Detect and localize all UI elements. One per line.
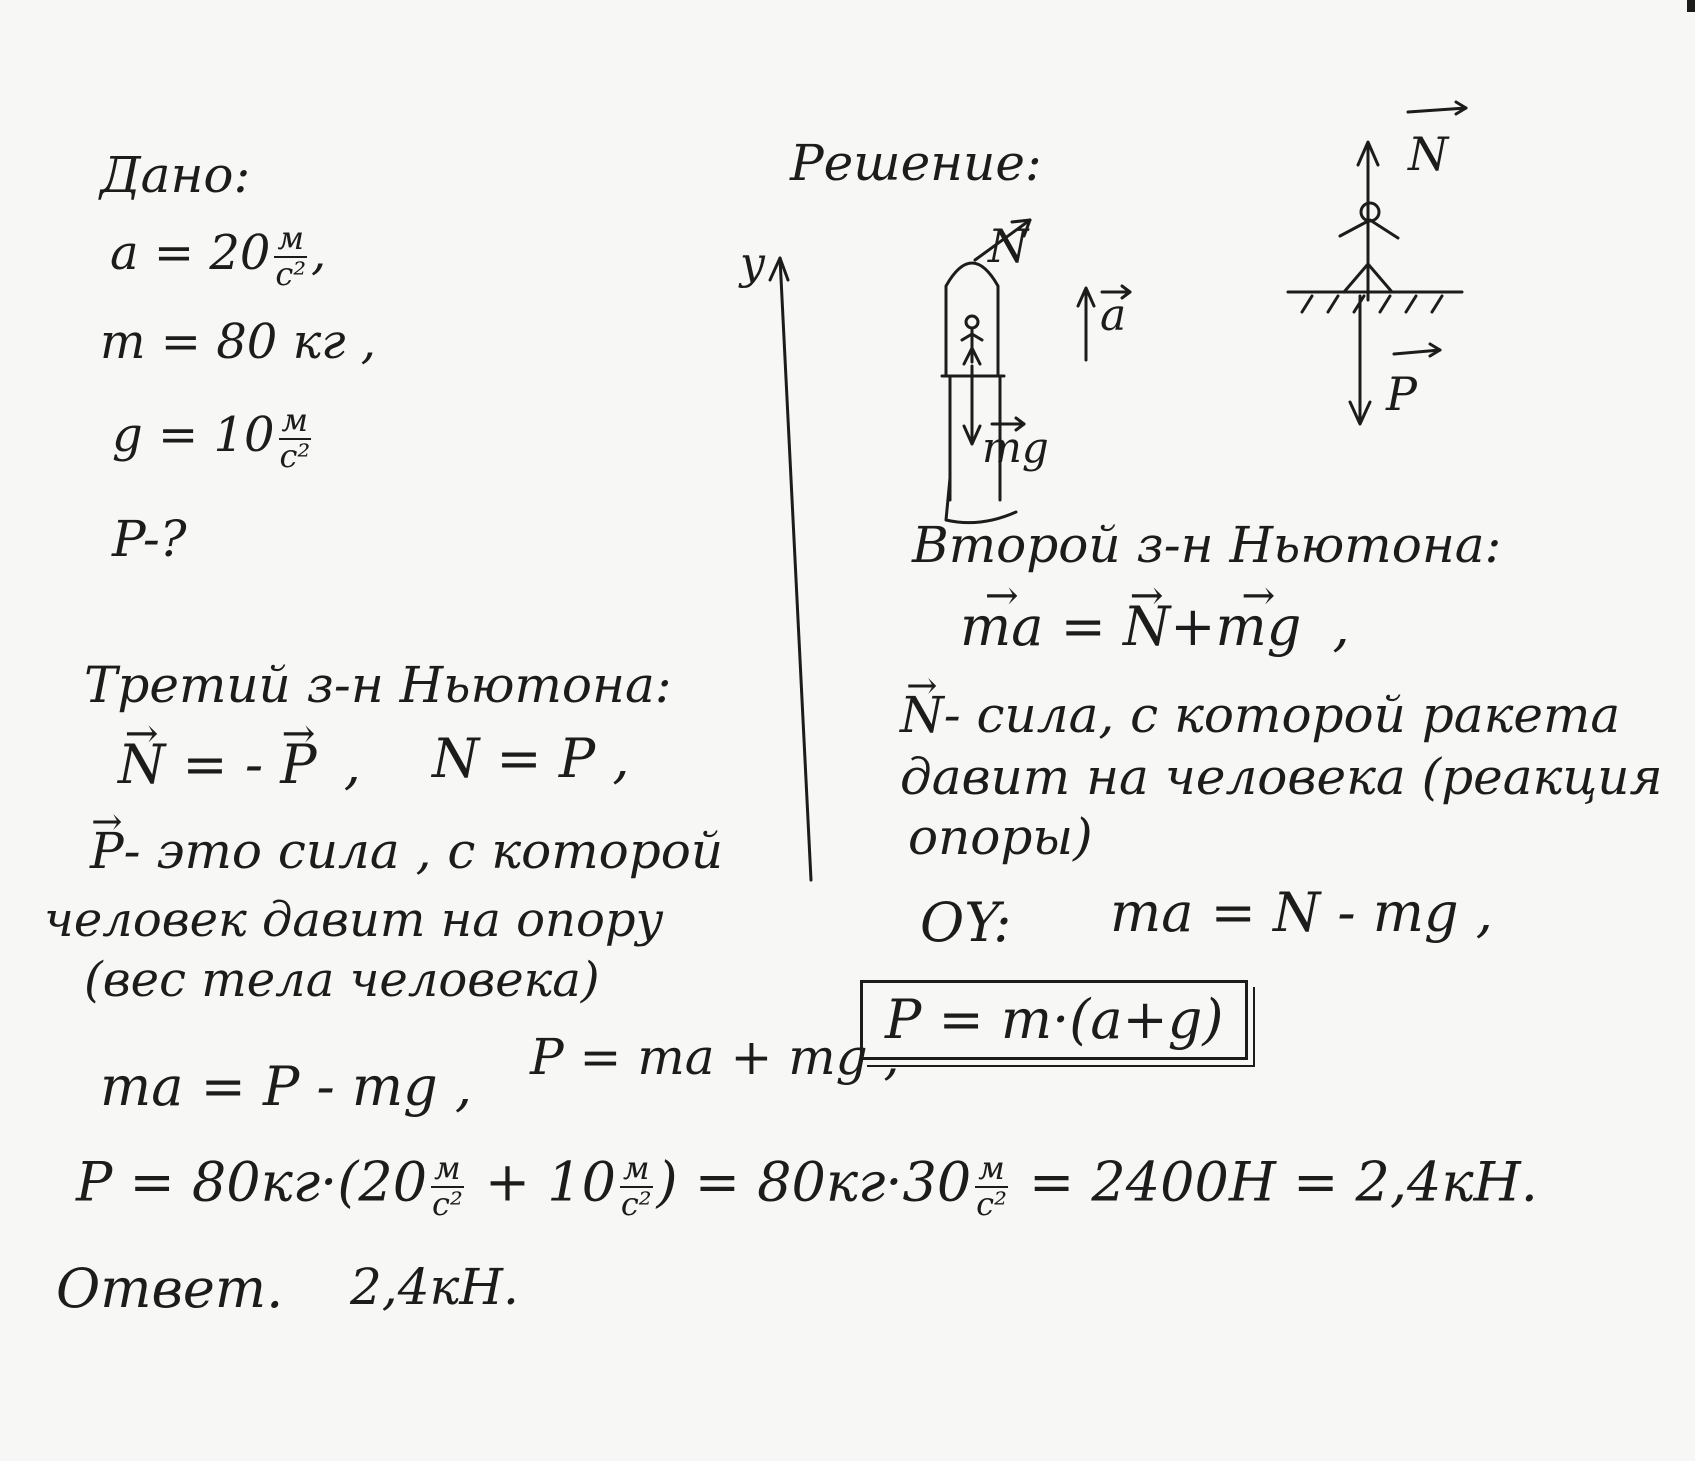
eq-n-vector: → N bbox=[118, 738, 165, 792]
calc-unit-1: $\frac{м}{\text{с²}}$ bbox=[432, 1149, 463, 1223]
p-description-line-2: человек давит на опору bbox=[44, 892, 664, 948]
n-description-line-3: опоры) bbox=[908, 808, 1093, 866]
gravity-label: mg bbox=[982, 423, 1049, 472]
eq-ma: → ma bbox=[960, 600, 1043, 654]
given-find: P-? bbox=[112, 510, 187, 568]
p-symbol: → P bbox=[90, 826, 124, 876]
boxed-formula: P = m·(a+g) bbox=[860, 980, 1248, 1060]
given-heading: Дано: bbox=[100, 146, 251, 204]
second-law-vector-equation: → ma = → N+→ mg , bbox=[960, 600, 1350, 654]
n-description-line-2: давит на человека (реакция bbox=[900, 748, 1663, 806]
rocket-force-label: N bbox=[988, 219, 1029, 273]
person-on-support bbox=[1288, 102, 1466, 424]
given-acceleration: a = 20 $\frac{м}{\text{с²}}$ , bbox=[110, 219, 327, 293]
acceleration-label: a bbox=[1100, 290, 1127, 341]
given-mass: m = 80 кг , bbox=[100, 314, 377, 370]
calc-unit-2: $\frac{м}{\text{с²}}$ bbox=[620, 1149, 652, 1223]
second-law-heading: Второй з-н Ньютона: bbox=[912, 516, 1502, 574]
support-force-label: N bbox=[1408, 127, 1449, 181]
p-description-line-1: → P- это сила , с которой bbox=[90, 826, 723, 876]
n-description-line-1: → N- сила, с которой ракета bbox=[900, 690, 1620, 740]
derivation-equation-1: ma = P - mg , bbox=[100, 1055, 472, 1118]
weight-label: P bbox=[1386, 367, 1417, 421]
numeric-calculation: P = 80кг·(20 $\frac{м}{\text{с²}}$ + 10 $\frac{м}{\text{с²}}$ ) = 80кг·30 $\frac{м}{\text{с²}}$ = 2400Н = 2,4кН. bbox=[76, 1149, 1538, 1223]
given-a-unit: $\frac{м}{\text{с²}}$ bbox=[275, 219, 307, 293]
derivation-equation-2: P = ma + mg , bbox=[530, 1028, 900, 1086]
solution-heading: Решение: bbox=[790, 134, 1042, 192]
given-a-value: a = 20 bbox=[110, 225, 271, 282]
third-law-vector-equation: → N = - → P , bbox=[118, 738, 361, 792]
answer-label: Ответ. bbox=[56, 1257, 284, 1320]
given-g-value: g = 10 bbox=[112, 407, 275, 464]
y-axis-label: y bbox=[740, 238, 765, 289]
eq-p-vector: → P bbox=[280, 738, 316, 792]
oy-label: OY: bbox=[920, 891, 1012, 954]
p-description-line-3: (вес тела человека) bbox=[84, 952, 600, 1008]
given-g-unit: $\frac{м}{\text{с²}}$ bbox=[279, 401, 311, 475]
n-symbol: → N bbox=[900, 690, 944, 740]
third-law-heading: Третий з-н Ньютона: bbox=[84, 656, 672, 714]
answer-value: 2,4кН. bbox=[350, 1258, 519, 1316]
calc-unit-3: $\frac{м}{\text{с²}}$ bbox=[976, 1149, 1007, 1223]
y-axis bbox=[738, 238, 811, 880]
eq-mg: → mg bbox=[1216, 600, 1302, 654]
rocket-sketch bbox=[942, 219, 1049, 523]
acceleration-arrow bbox=[1078, 286, 1130, 360]
third-law-scalar-equation: N = P , bbox=[432, 727, 630, 790]
oy-projection: ma = N - mg , bbox=[1110, 881, 1493, 944]
eq-n: → N bbox=[1123, 600, 1170, 654]
